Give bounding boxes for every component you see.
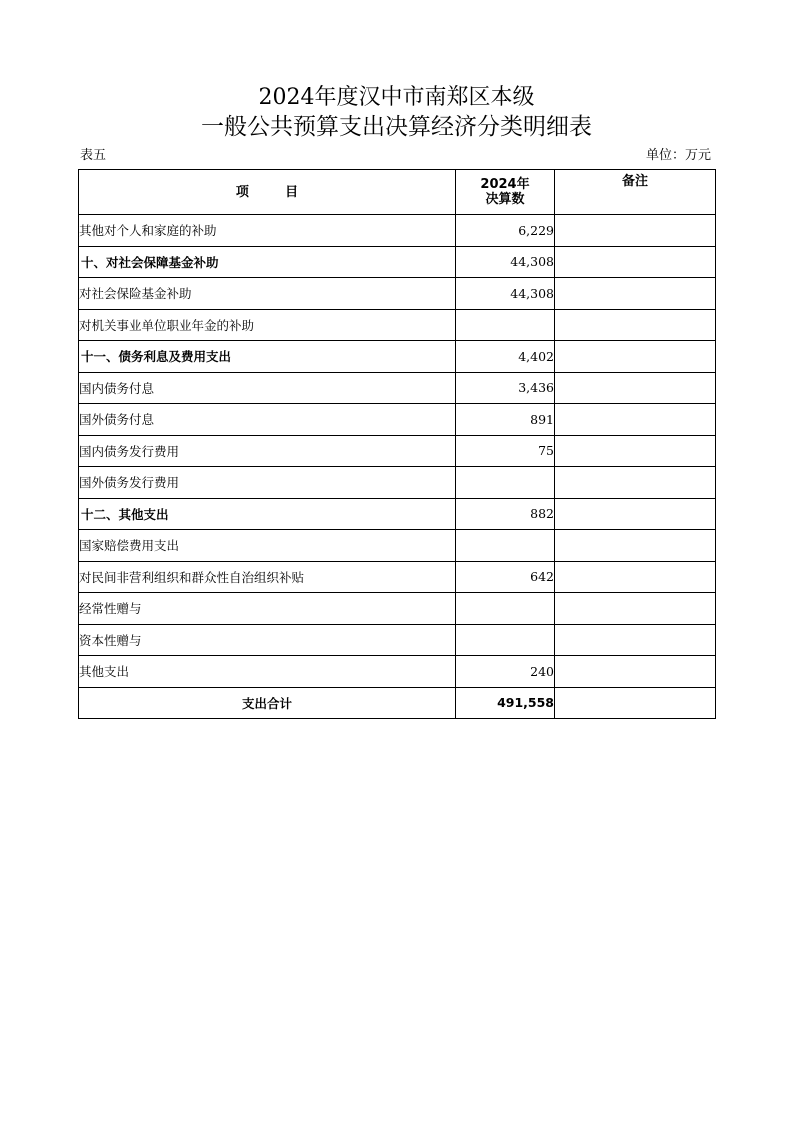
amount-cell: 240 <box>456 656 555 688</box>
remark-cell <box>555 278 716 310</box>
table-body <box>79 215 716 719</box>
amount-cell: 4,402 <box>456 341 555 373</box>
amount-cell: 44,308 <box>456 246 555 278</box>
table-row <box>79 530 716 562</box>
expenditure-table <box>78 169 716 719</box>
remark-cell <box>555 561 716 593</box>
table-header-row <box>79 170 716 215</box>
amount-cell <box>456 624 555 656</box>
remark-cell <box>555 467 716 499</box>
amount-cell: 75 <box>456 435 555 467</box>
remark-cell <box>555 215 716 247</box>
total-row <box>79 687 716 719</box>
amount-cell: 642 <box>456 561 555 593</box>
amount-cell: 891 <box>456 404 555 436</box>
amount-cell: 6,229 <box>456 215 555 247</box>
item-cell: 国外债务发行费用 <box>79 467 456 499</box>
item-cell: 国家赔偿费用支出 <box>79 530 456 562</box>
table-row <box>79 624 716 656</box>
amount-cell <box>456 309 555 341</box>
table-row <box>79 278 716 310</box>
remark-cell <box>555 246 716 278</box>
table-number: 表五 <box>80 148 107 163</box>
total-label: 支出合计 <box>79 687 456 719</box>
remark-cell <box>555 624 716 656</box>
table-row <box>79 593 716 625</box>
column-header-amount-year: 2024年 <box>480 177 530 192</box>
amount-cell: 3,436 <box>456 372 555 404</box>
category-cell: 十、对社会保障基金补助 <box>79 246 456 278</box>
category-cell: 十二、其他支出 <box>79 498 456 530</box>
remark-cell <box>555 593 716 625</box>
item-cell: 其他对个人和家庭的补助 <box>79 215 456 247</box>
amount-cell: 44,308 <box>456 278 555 310</box>
column-header-item: 项 目 <box>79 170 456 215</box>
table-row <box>79 561 716 593</box>
table-row <box>79 246 716 278</box>
remark-cell <box>555 530 716 562</box>
table-row <box>79 215 716 247</box>
table-row <box>79 656 716 688</box>
remark-cell <box>555 341 716 373</box>
item-cell: 国内债务付息 <box>79 372 456 404</box>
remark-cell <box>555 372 716 404</box>
unit-label: 单位：万元 <box>645 148 711 163</box>
item-cell: 国外债务付息 <box>79 404 456 436</box>
item-cell: 对社会保险基金补助 <box>79 278 456 310</box>
item-cell: 对民间非营利组织和群众性自治组织补贴 <box>79 561 456 593</box>
remark-cell <box>555 404 716 436</box>
amount-cell <box>456 530 555 562</box>
item-cell: 对机关事业单位职业年金的补助 <box>79 309 456 341</box>
table-row <box>79 435 716 467</box>
column-header-amount-label: 决算数 <box>485 192 525 207</box>
amount-cell: 882 <box>456 498 555 530</box>
item-cell: 其他支出 <box>79 656 456 688</box>
table-row <box>79 341 716 373</box>
amount-cell <box>456 467 555 499</box>
column-header-amount <box>456 170 555 215</box>
table-row <box>79 372 716 404</box>
item-cell: 国内债务发行费用 <box>79 435 456 467</box>
total-amount: 491,558 <box>456 687 555 719</box>
table-row <box>79 404 716 436</box>
remark-cell <box>555 309 716 341</box>
table-row <box>79 309 716 341</box>
column-header-remark: 备注 <box>555 170 716 215</box>
table-row <box>79 498 716 530</box>
item-cell: 经常性赠与 <box>79 593 456 625</box>
page-title-line1: 2024年度汉中市南郑区本级 <box>258 85 535 110</box>
total-remark <box>555 687 716 719</box>
remark-cell <box>555 498 716 530</box>
page-title-line2: 一般公共预算支出决算经济分类明细表 <box>201 114 592 140</box>
item-cell: 资本性赠与 <box>79 624 456 656</box>
category-cell: 十一、债务利息及费用支出 <box>79 341 456 373</box>
remark-cell <box>555 656 716 688</box>
amount-cell <box>456 593 555 625</box>
table-row <box>79 467 716 499</box>
remark-cell <box>555 435 716 467</box>
